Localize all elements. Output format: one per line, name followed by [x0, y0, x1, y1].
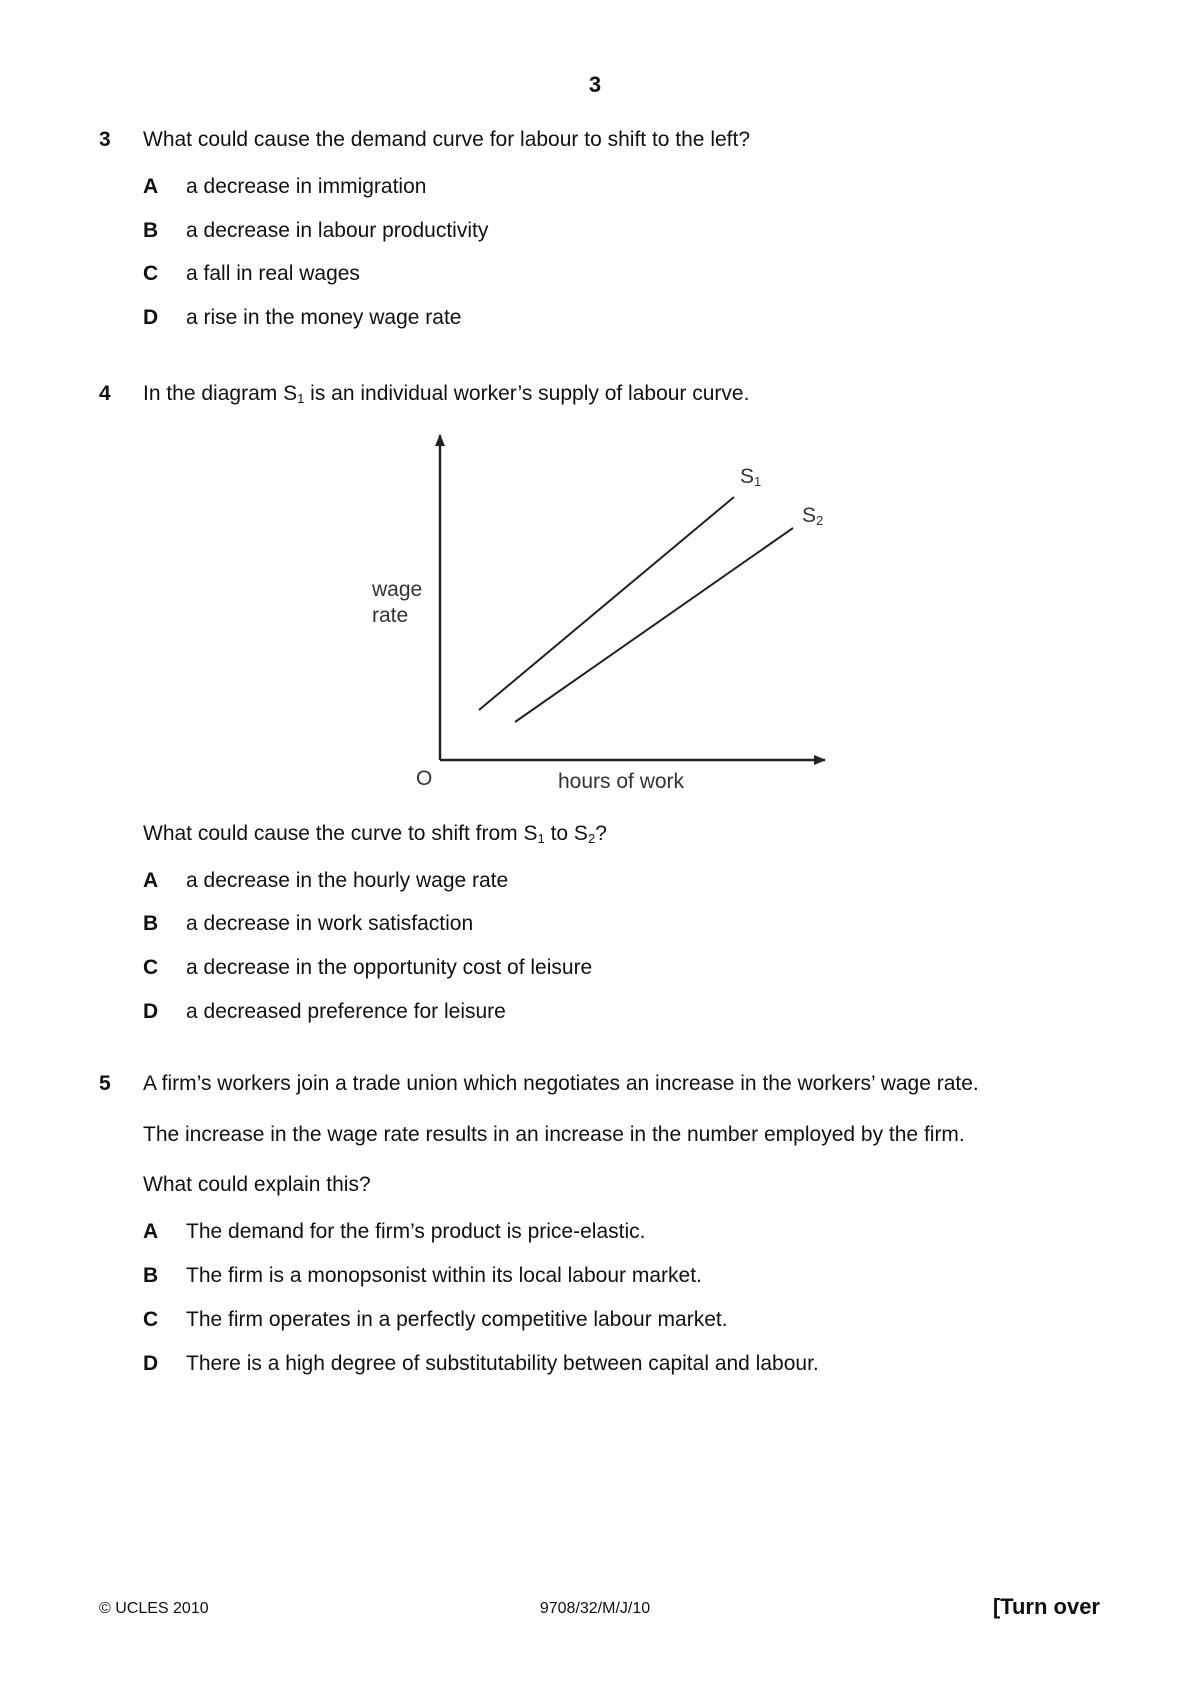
question-stem: A firm’s workers join a trade union which negotiates an increase in the workers’ wage rate. — [143, 1072, 979, 1095]
option-letter: D — [143, 1000, 159, 1023]
question-line-3: What could explain this? — [143, 1173, 371, 1196]
option-text: There is a high degree of substitutability between capital and labour. — [186, 1352, 819, 1375]
question-prompt: What could cause the curve to shift from $S_1$ to $S_2$? — [143, 822, 607, 846]
option-letter: A — [143, 1220, 159, 1243]
s1-label: $S_1$ — [740, 465, 762, 489]
option-letter: B — [143, 219, 159, 242]
question-stem: What could cause the demand curve for labour to shift to the left? — [143, 128, 751, 151]
option-letter: C — [143, 262, 159, 285]
option-letter: D — [143, 1352, 159, 1375]
question-number: 3 — [99, 128, 111, 151]
option-text: a decrease in work satisfaction — [186, 912, 474, 935]
x-axis-label: hours of work — [558, 770, 685, 793]
footer-turn-over: [Turn over — [992, 1594, 1100, 1619]
option-text: The demand for the firm’s product is price-elastic. — [186, 1220, 646, 1243]
option-letter: D — [143, 306, 159, 329]
s1-curve — [479, 497, 734, 710]
question-number: 5 — [99, 1072, 111, 1095]
footer-paper-code: 9708/32/M/J/10 — [539, 1600, 651, 1617]
option-text: a fall in real wages — [186, 262, 360, 285]
y-axis-label-line1: wage — [372, 578, 423, 601]
option-text: The firm is a monopsonist within its local labour market. — [186, 1264, 702, 1287]
option-letter: B — [143, 1264, 159, 1287]
page-number: 3 — [588, 72, 602, 97]
option-text: a decrease in the opportunity cost of leisure — [186, 956, 593, 979]
s2-label: $S_2$ — [802, 504, 824, 528]
option-letter: C — [143, 956, 159, 979]
option-letter: A — [143, 869, 159, 892]
option-text: The firm operates in a perfectly competitive labour market. — [186, 1308, 728, 1331]
option-text: a decrease in immigration — [186, 175, 427, 198]
option-text: a decrease in the hourly wage rate — [186, 869, 509, 892]
option-letter: A — [143, 175, 159, 198]
labour-supply-diagram — [360, 425, 840, 805]
question-number: 4 — [99, 382, 111, 405]
diagram-svg — [360, 425, 840, 805]
question-line-2: The increase in the wage rate results in an increase in the number employed by the firm. — [143, 1123, 965, 1146]
option-text: a decreased preference for leisure — [186, 1000, 506, 1023]
y-axis-label-line2: rate — [372, 604, 409, 627]
origin-label: O — [416, 767, 433, 790]
option-letter: C — [143, 1308, 159, 1331]
s2-curve — [515, 528, 793, 722]
option-text: a decrease in labour productivity — [186, 219, 489, 242]
option-text: a rise in the money wage rate — [186, 306, 462, 329]
option-letter: B — [143, 912, 159, 935]
question-stem: In the diagram $S_1$ is an individual worker’s supply of labour curve. — [143, 382, 750, 406]
footer-copyright: © UCLES 2010 — [99, 1600, 209, 1617]
